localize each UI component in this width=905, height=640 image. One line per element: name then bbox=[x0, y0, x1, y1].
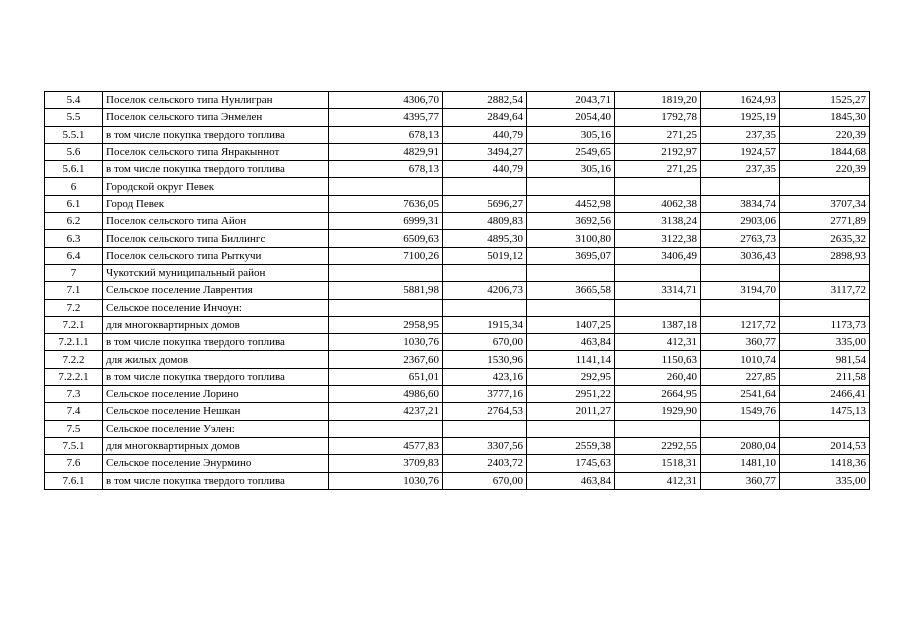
row-name-cell: Сельское поселение Лаврентия bbox=[103, 282, 329, 299]
value-cell bbox=[527, 420, 615, 437]
value-cell: 5881,98 bbox=[329, 282, 443, 299]
value-cell: 220,39 bbox=[780, 126, 870, 143]
row-number-cell: 6 bbox=[45, 178, 103, 195]
value-cell: 3709,83 bbox=[329, 455, 443, 472]
value-cell: 1745,63 bbox=[527, 455, 615, 472]
row-name-cell: для многоквартирных домов bbox=[103, 316, 329, 333]
row-number-cell: 5.6.1 bbox=[45, 161, 103, 178]
value-cell: 440,79 bbox=[443, 161, 527, 178]
value-cell: 1481,10 bbox=[701, 455, 780, 472]
row-name-cell: Сельское поселение Инчоун: bbox=[103, 299, 329, 316]
row-number-cell: 7.6.1 bbox=[45, 472, 103, 489]
value-cell: 2664,95 bbox=[615, 386, 701, 403]
value-cell: 4452,98 bbox=[527, 195, 615, 212]
row-name-cell: в том числе покупка твердого топлива bbox=[103, 161, 329, 178]
value-cell: 2898,93 bbox=[780, 247, 870, 264]
value-cell: 2403,72 bbox=[443, 455, 527, 472]
value-cell: 271,25 bbox=[615, 126, 701, 143]
row-name-cell: Поселок сельского типа Энмелен bbox=[103, 109, 329, 126]
row-number-cell: 7.5.1 bbox=[45, 437, 103, 454]
table-row bbox=[45, 230, 870, 247]
value-cell: 2903,06 bbox=[701, 213, 780, 230]
row-name-cell: для жилых домов bbox=[103, 351, 329, 368]
value-cell: 2080,04 bbox=[701, 437, 780, 454]
row-number-cell: 5.5 bbox=[45, 109, 103, 126]
value-cell: 1030,76 bbox=[329, 334, 443, 351]
value-cell: 4986,60 bbox=[329, 386, 443, 403]
value-cell: 1173,73 bbox=[780, 316, 870, 333]
value-cell: 651,01 bbox=[329, 368, 443, 385]
table-row bbox=[45, 455, 870, 472]
value-cell: 3138,24 bbox=[615, 213, 701, 230]
value-cell: 4895,30 bbox=[443, 230, 527, 247]
value-cell bbox=[615, 299, 701, 316]
value-cell: 4829,91 bbox=[329, 143, 443, 160]
value-cell bbox=[780, 178, 870, 195]
value-cell: 4577,83 bbox=[329, 437, 443, 454]
value-cell: 2559,38 bbox=[527, 437, 615, 454]
table-row bbox=[45, 92, 870, 109]
value-cell: 5019,12 bbox=[443, 247, 527, 264]
value-cell: 4062,38 bbox=[615, 195, 701, 212]
row-number-cell: 5.4 bbox=[45, 92, 103, 109]
value-cell: 335,00 bbox=[780, 334, 870, 351]
table-row bbox=[45, 264, 870, 281]
value-cell: 1141,14 bbox=[527, 351, 615, 368]
value-cell: 1819,20 bbox=[615, 92, 701, 109]
row-name-cell: Сельское поселение Нешкан bbox=[103, 403, 329, 420]
value-cell: 412,31 bbox=[615, 334, 701, 351]
value-cell: 2367,60 bbox=[329, 351, 443, 368]
value-cell: 211,58 bbox=[780, 368, 870, 385]
value-cell bbox=[527, 299, 615, 316]
value-cell: 1525,27 bbox=[780, 92, 870, 109]
value-cell: 1844,68 bbox=[780, 143, 870, 160]
value-cell: 7100,26 bbox=[329, 247, 443, 264]
value-cell: 1010,74 bbox=[701, 351, 780, 368]
row-number-cell: 7.5 bbox=[45, 420, 103, 437]
row-number-cell: 7.1 bbox=[45, 282, 103, 299]
value-cell bbox=[329, 264, 443, 281]
row-number-cell: 7.2.2.1 bbox=[45, 368, 103, 385]
value-cell: 4809,83 bbox=[443, 213, 527, 230]
row-name-cell: в том числе покупка твердого топлива bbox=[103, 472, 329, 489]
value-cell: 5696,27 bbox=[443, 195, 527, 212]
value-cell: 2763,73 bbox=[701, 230, 780, 247]
value-cell bbox=[527, 178, 615, 195]
value-cell: 1845,30 bbox=[780, 109, 870, 126]
row-name-cell: Поселок сельского типа Рыткучи bbox=[103, 247, 329, 264]
row-name-cell: Поселок сельского типа Биллингс bbox=[103, 230, 329, 247]
value-cell: 423,16 bbox=[443, 368, 527, 385]
value-cell: 4306,70 bbox=[329, 92, 443, 109]
row-name-cell: в том числе покупка твердого топлива bbox=[103, 334, 329, 351]
table-row bbox=[45, 351, 870, 368]
row-number-cell: 5.5.1 bbox=[45, 126, 103, 143]
value-cell: 2466,41 bbox=[780, 386, 870, 403]
value-cell: 1475,13 bbox=[780, 403, 870, 420]
table-row bbox=[45, 472, 870, 489]
value-cell: 2043,71 bbox=[527, 92, 615, 109]
table-body bbox=[45, 92, 870, 490]
value-cell: 1925,19 bbox=[701, 109, 780, 126]
value-cell: 3406,49 bbox=[615, 247, 701, 264]
row-name-cell: Город Певек bbox=[103, 195, 329, 212]
value-cell: 1030,76 bbox=[329, 472, 443, 489]
tariff-table bbox=[44, 91, 870, 490]
value-cell: 6999,31 bbox=[329, 213, 443, 230]
value-cell: 360,77 bbox=[701, 472, 780, 489]
value-cell: 3117,72 bbox=[780, 282, 870, 299]
value-cell: 2635,32 bbox=[780, 230, 870, 247]
value-cell: 1624,93 bbox=[701, 92, 780, 109]
value-cell: 3100,80 bbox=[527, 230, 615, 247]
value-cell: 3834,74 bbox=[701, 195, 780, 212]
row-number-cell: 7.2.2 bbox=[45, 351, 103, 368]
value-cell: 4206,73 bbox=[443, 282, 527, 299]
value-cell: 2054,40 bbox=[527, 109, 615, 126]
value-cell bbox=[780, 420, 870, 437]
value-cell: 1549,76 bbox=[701, 403, 780, 420]
value-cell: 305,16 bbox=[527, 161, 615, 178]
value-cell: 3665,58 bbox=[527, 282, 615, 299]
table-row bbox=[45, 126, 870, 143]
value-cell: 2764,53 bbox=[443, 403, 527, 420]
value-cell: 2541,64 bbox=[701, 386, 780, 403]
value-cell bbox=[615, 264, 701, 281]
table-row bbox=[45, 420, 870, 437]
value-cell: 2958,95 bbox=[329, 316, 443, 333]
value-cell: 678,13 bbox=[329, 161, 443, 178]
value-cell bbox=[701, 178, 780, 195]
value-cell: 292,95 bbox=[527, 368, 615, 385]
value-cell: 463,84 bbox=[527, 472, 615, 489]
value-cell: 4237,21 bbox=[329, 403, 443, 420]
table-row bbox=[45, 195, 870, 212]
value-cell bbox=[443, 264, 527, 281]
value-cell bbox=[780, 264, 870, 281]
row-number-cell: 6.1 bbox=[45, 195, 103, 212]
value-cell: 3314,71 bbox=[615, 282, 701, 299]
row-number-cell: 7.2 bbox=[45, 299, 103, 316]
row-name-cell: Сельское поселение Лорино bbox=[103, 386, 329, 403]
table-row bbox=[45, 213, 870, 230]
value-cell: 3692,56 bbox=[527, 213, 615, 230]
value-cell bbox=[443, 420, 527, 437]
row-number-cell: 7.3 bbox=[45, 386, 103, 403]
row-name-cell: в том числе покупка твердого топлива bbox=[103, 368, 329, 385]
value-cell: 1518,31 bbox=[615, 455, 701, 472]
value-cell: 360,77 bbox=[701, 334, 780, 351]
value-cell: 440,79 bbox=[443, 126, 527, 143]
value-cell: 227,85 bbox=[701, 368, 780, 385]
row-number-cell: 7 bbox=[45, 264, 103, 281]
value-cell: 7636,05 bbox=[329, 195, 443, 212]
value-cell: 2011,27 bbox=[527, 403, 615, 420]
table-row bbox=[45, 109, 870, 126]
value-cell bbox=[701, 264, 780, 281]
row-name-cell: Сельское поселение Энурмино bbox=[103, 455, 329, 472]
row-number-cell: 7.2.1.1 bbox=[45, 334, 103, 351]
value-cell bbox=[443, 299, 527, 316]
row-name-cell: в том числе покупка твердого топлива bbox=[103, 126, 329, 143]
value-cell: 237,35 bbox=[701, 126, 780, 143]
value-cell: 2882,54 bbox=[443, 92, 527, 109]
value-cell: 3695,07 bbox=[527, 247, 615, 264]
value-cell: 1915,34 bbox=[443, 316, 527, 333]
value-cell bbox=[780, 299, 870, 316]
value-cell: 1387,18 bbox=[615, 316, 701, 333]
value-cell: 220,39 bbox=[780, 161, 870, 178]
value-cell bbox=[615, 178, 701, 195]
row-number-cell: 7.4 bbox=[45, 403, 103, 420]
table-row bbox=[45, 316, 870, 333]
table-row bbox=[45, 247, 870, 264]
value-cell: 2549,65 bbox=[527, 143, 615, 160]
table-row bbox=[45, 143, 870, 160]
value-cell: 260,40 bbox=[615, 368, 701, 385]
value-cell: 2951,22 bbox=[527, 386, 615, 403]
value-cell bbox=[701, 420, 780, 437]
value-cell: 3307,56 bbox=[443, 437, 527, 454]
value-cell: 678,13 bbox=[329, 126, 443, 143]
row-number-cell: 6.2 bbox=[45, 213, 103, 230]
value-cell: 3494,27 bbox=[443, 143, 527, 160]
row-number-cell: 6.4 bbox=[45, 247, 103, 264]
value-cell bbox=[329, 420, 443, 437]
row-name-cell: Поселок сельского типа Айон bbox=[103, 213, 329, 230]
table-row bbox=[45, 437, 870, 454]
value-cell: 3122,38 bbox=[615, 230, 701, 247]
value-cell: 335,00 bbox=[780, 472, 870, 489]
value-cell: 412,31 bbox=[615, 472, 701, 489]
value-cell: 2292,55 bbox=[615, 437, 701, 454]
table-row bbox=[45, 178, 870, 195]
value-cell: 3194,70 bbox=[701, 282, 780, 299]
value-cell: 1929,90 bbox=[615, 403, 701, 420]
row-number-cell: 6.3 bbox=[45, 230, 103, 247]
table-row bbox=[45, 161, 870, 178]
value-cell: 271,25 bbox=[615, 161, 701, 178]
row-name-cell: Сельское поселение Уэлен: bbox=[103, 420, 329, 437]
table-row bbox=[45, 386, 870, 403]
row-number-cell: 5.6 bbox=[45, 143, 103, 160]
row-name-cell: Поселок сельского типа Нунлигран bbox=[103, 92, 329, 109]
value-cell: 6509,63 bbox=[329, 230, 443, 247]
value-cell: 1418,36 bbox=[780, 455, 870, 472]
value-cell: 1924,57 bbox=[701, 143, 780, 160]
value-cell: 2192,97 bbox=[615, 143, 701, 160]
table-row bbox=[45, 282, 870, 299]
value-cell: 3777,16 bbox=[443, 386, 527, 403]
value-cell: 305,16 bbox=[527, 126, 615, 143]
value-cell: 4395,77 bbox=[329, 109, 443, 126]
row-number-cell: 7.2.1 bbox=[45, 316, 103, 333]
value-cell bbox=[329, 299, 443, 316]
value-cell: 2771,89 bbox=[780, 213, 870, 230]
value-cell: 3707,34 bbox=[780, 195, 870, 212]
table-row bbox=[45, 368, 870, 385]
table-row bbox=[45, 299, 870, 316]
value-cell: 2849,64 bbox=[443, 109, 527, 126]
value-cell bbox=[701, 299, 780, 316]
value-cell: 670,00 bbox=[443, 472, 527, 489]
value-cell: 463,84 bbox=[527, 334, 615, 351]
value-cell: 2014,53 bbox=[780, 437, 870, 454]
value-cell: 237,35 bbox=[701, 161, 780, 178]
value-cell: 1150,63 bbox=[615, 351, 701, 368]
row-name-cell: для многоквартирных домов bbox=[103, 437, 329, 454]
table-row bbox=[45, 334, 870, 351]
row-name-cell: Поселок сельского типа Янракыннот bbox=[103, 143, 329, 160]
value-cell: 981,54 bbox=[780, 351, 870, 368]
value-cell: 3036,43 bbox=[701, 247, 780, 264]
value-cell: 670,00 bbox=[443, 334, 527, 351]
table-row bbox=[45, 403, 870, 420]
value-cell bbox=[527, 264, 615, 281]
value-cell bbox=[329, 178, 443, 195]
value-cell: 1530,96 bbox=[443, 351, 527, 368]
row-name-cell: Городской округ Певек bbox=[103, 178, 329, 195]
value-cell: 1217,72 bbox=[701, 316, 780, 333]
row-number-cell: 7.6 bbox=[45, 455, 103, 472]
value-cell bbox=[615, 420, 701, 437]
value-cell: 1792,78 bbox=[615, 109, 701, 126]
value-cell bbox=[443, 178, 527, 195]
row-name-cell: Чукотский муниципальный район bbox=[103, 264, 329, 281]
value-cell: 1407,25 bbox=[527, 316, 615, 333]
